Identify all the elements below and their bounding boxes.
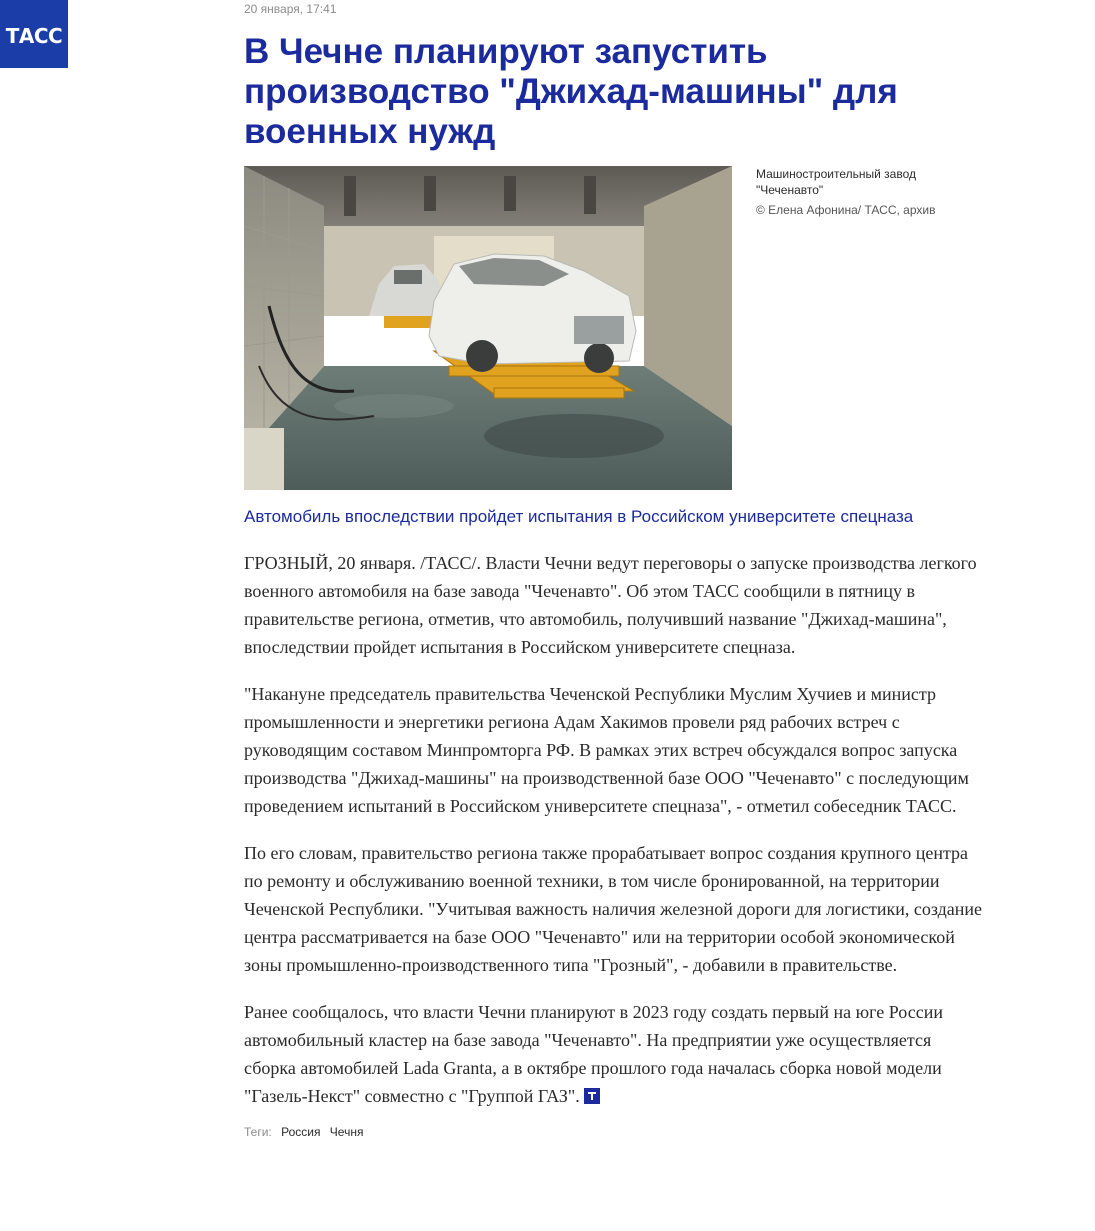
article-paragraph: ГРОЗНЫЙ, 20 января. /ТАСС/. Власти Чечни ведут переговоры о запуске производства легкого военного автомобиля на базе завода "Чеченавто". Об этом ТАСС сообщили в пятницу в правительстве региона, отметив, что автомобиль, получивший название "Джихад-машина", впоследствии пройдет испытания в Российском университете спецназа. <box>244 553 977 657</box>
article-body <box>244 549 984 1110</box>
logo-text: ТАСС <box>5 24 63 48</box>
article-photo[interactable] <box>244 166 732 490</box>
tass-logo[interactable] <box>0 0 68 68</box>
article-paragraph-text: Ранее сообщалось, что власти Чечни планируют в 2023 году создать первый на юге России автомобильный кластер на базе завода "Чеченавто". На предприятии уже осуществляется сборка автомобилей Lada Granta, а в октябре прошлого года началась сборка новой модели "Газель-Некст" совместно с "Группой ГАЗ". <box>244 1002 943 1106</box>
tag-russia[interactable]: Россия <box>281 1125 321 1139</box>
article <box>244 0 984 1139</box>
article-date: 20 января, 17:41 <box>244 2 337 16</box>
photo-caption <box>756 166 956 218</box>
article-title: В Чечне планируют запустить производство "Джихад-машины" для военных нужд <box>244 32 898 151</box>
photo-caption-text: Машиностроительный завод "Чеченавто" <box>756 167 916 197</box>
article-paragraph-last <box>244 998 984 1110</box>
tags-row <box>244 1125 984 1139</box>
photo-credit: © Елена Афонина/ ТАСС, архив <box>756 203 936 217</box>
article-paragraph: "Накануне председатель правительства Чеченской Республики Муслим Хучиев и министр промышленности и энергетики региона Адам Хакимов провели ряд рабочих встреч с руководящим составом Минпромторга РФ. В рамках этих встреч обсуждался вопрос запуска производства "Джихад-машины" на производственной базе ООО "Чеченавто" с последующим проведением испытаний в Российском университете спецназа", - отметил собеседник ТАСС. <box>244 684 969 816</box>
article-lead: Автомобиль впоследствии пройдет испытания в Российском университете спецназа <box>244 507 914 526</box>
tags-label: Теги: <box>244 1125 272 1139</box>
factory-photo-image <box>244 166 732 490</box>
tag-chechnya[interactable]: Чечня <box>329 1125 364 1139</box>
tass-end-mark-icon <box>584 1088 600 1104</box>
article-paragraph: По его словам, правительство региона также прорабатывает вопрос создания крупного центра по ремонту и обслуживанию военной техники, в том числе бронированной, на территории Чеченской Республики. "Учитывая важность наличия железной дороги для логистики, создание центра рассматривается на базе ООО "Чеченавто" или на территории особой экономической зоны промышленно-производственного типа "Грозный", - добавили в правительстве. <box>244 843 983 975</box>
article-media <box>244 166 984 490</box>
